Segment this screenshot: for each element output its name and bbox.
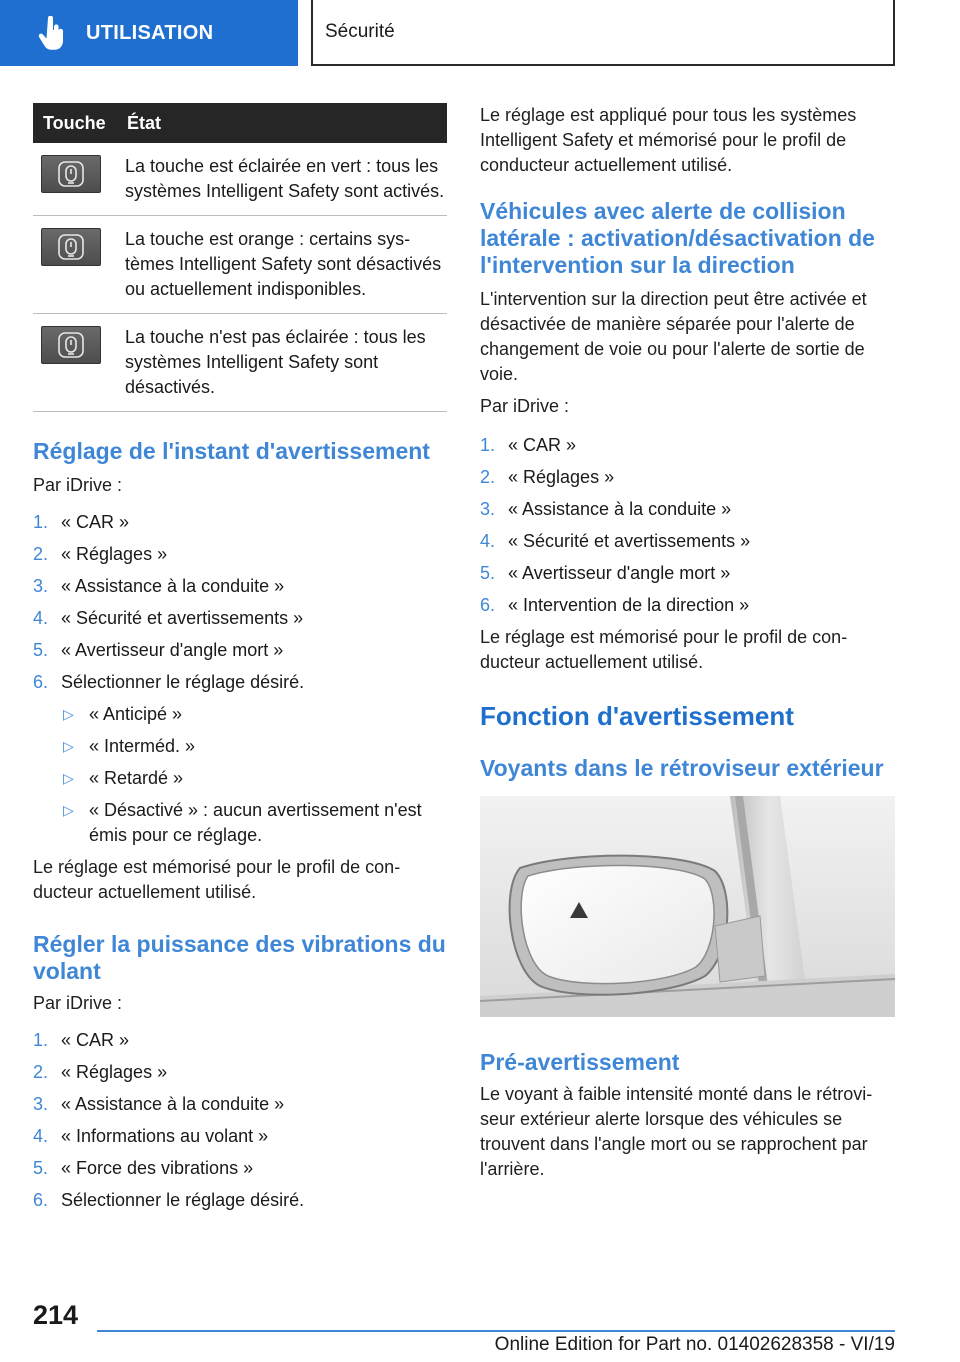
steps-vibration xyxy=(33,1028,447,1213)
table-row xyxy=(33,143,447,216)
intelligent-safety-button-icon xyxy=(41,155,101,193)
list-item: 5. « Avertisseur d'angle mort » xyxy=(480,563,731,583)
edition-text: Online Edition for Part no. 01402628358 - VI/19 xyxy=(494,1334,895,1355)
section-tab-label: UTILISATION xyxy=(86,21,214,44)
table-cell-state: La touche est orange : certains systèmes Intelligent Safety sont désactivés ou actuellement indisponibles. xyxy=(125,216,447,314)
hand-pointer-icon xyxy=(32,13,72,53)
collision-text: L'intervention sur la direction peut être activée et désactivée de manière séparée pour l'alerte de changement de voie ou pour l'alerte de sortie de voie. xyxy=(480,289,867,384)
list-item: 6. Sélectionner le réglage désiré. xyxy=(33,1190,305,1210)
list-item: 2. « Réglages » xyxy=(480,467,615,487)
heading-pre-warning: Pré-avertissement xyxy=(480,1049,680,1075)
list-item: 4. « Sécurité et avertissements » xyxy=(480,531,751,551)
key-state-table xyxy=(33,103,447,412)
heading-warning-function: Fonction d'avertissement xyxy=(480,701,794,731)
list-item: 1. « CAR » xyxy=(480,435,577,455)
table-cell-state: La touche n'est pas éclairée : tous les systèmes Intelligent Safety sont désactivés. xyxy=(125,314,447,412)
table-header-key: Touche xyxy=(33,103,125,143)
list-item: 1. « CAR » xyxy=(33,512,130,532)
heading-vibration: Régler la puissance des vibrations du volant xyxy=(33,931,446,984)
table-row xyxy=(33,314,447,412)
heading-warning-timing: Réglage de l'instant d'avertissement xyxy=(33,438,430,464)
list-item: 3. « Assistance à la conduite » xyxy=(480,499,732,519)
intelligent-safety-button-icon xyxy=(41,326,101,364)
list-item: 4. « Informations au volant » xyxy=(33,1126,269,1146)
list-item: 5. « Force des vibrations » xyxy=(33,1158,254,1178)
triangle-bullet-icon: ▷ xyxy=(63,770,74,786)
triangle-bullet-icon: ▷ xyxy=(63,706,74,722)
list-item: 2. « Réglages » xyxy=(33,1062,168,1082)
right-column xyxy=(480,103,895,1182)
list-item: 4. « Sécurité et avertissements » xyxy=(33,608,304,628)
section-tab[interactable] xyxy=(0,0,298,66)
intelligent-safety-button-icon xyxy=(41,228,101,266)
list-item: 3. « Assistance à la conduite » xyxy=(33,1094,285,1114)
mirror-illustration xyxy=(480,796,895,1017)
timing-options xyxy=(61,702,447,848)
list-item: 1. « CAR » xyxy=(33,1030,130,1050)
subsection-header xyxy=(311,0,895,66)
triangle-bullet-icon: ▷ xyxy=(63,738,74,754)
idrive-label: Par iDrive : xyxy=(33,993,123,1013)
list-item: ▷ « Désactivé » : aucun avertissement n'est émis pour ce réglage. xyxy=(63,800,422,845)
table-header-state: État xyxy=(125,103,447,143)
list-item: 2. « Réglages » xyxy=(33,544,168,564)
footer-divider xyxy=(97,1330,895,1332)
intro-text: Le réglage est appliqué pour tous les systèmes Intelligent Safety et mémorisé pour le profil de conducteur actuellement utilisé. xyxy=(480,105,857,175)
memo-text: Le réglage est mémorisé pour le profil de conducteur actuellement utilisé. xyxy=(480,627,848,672)
table-cell-state: La touche est éclairée en vert : tous les systèmes Intelligent Safety sont activés. xyxy=(125,143,447,216)
heading-mirror-lights: Voyants dans le rétroviseur extérieur xyxy=(480,755,884,781)
list-item: 6. « Intervention de la direction » xyxy=(480,595,750,615)
list-item: ▷ « Retardé » xyxy=(61,766,447,791)
idrive-label: Par iDrive : xyxy=(480,396,570,416)
list-item: 6. Sélectionner le réglage désiré. xyxy=(33,672,305,692)
steps-steering xyxy=(480,433,895,618)
list-item: ▷ « Anticipé » xyxy=(61,702,447,727)
left-column xyxy=(33,103,447,1220)
page-number: 214 xyxy=(33,1300,79,1330)
list-item: 5. « Avertisseur d'angle mort » xyxy=(33,640,284,660)
memo-text: Le réglage est mémorisé pour le profil de conducteur actuellement utilisé. xyxy=(33,857,401,902)
triangle-bullet-icon: ▷ xyxy=(63,802,74,818)
list-item: ▷ « Interméd. » xyxy=(61,734,447,759)
pre-warning-text: Le voyant à faible intensité monté dans le rétroviseur extérieur alerte lorsque des véhicules se trouvent dans l'angle mort ou se rapprochent par l'arrière. xyxy=(480,1084,873,1179)
subsection-title: Sécurité xyxy=(325,21,395,42)
list-item: 3. « Assistance à la conduite » xyxy=(33,576,285,596)
idrive-label: Par iDrive : xyxy=(33,475,123,495)
table-row xyxy=(33,216,447,314)
steps-warning-timing xyxy=(33,510,447,695)
heading-collision: Véhicules avec alerte de collision latérale : activation/désactivation de l'intervention sur la direction xyxy=(480,198,875,278)
